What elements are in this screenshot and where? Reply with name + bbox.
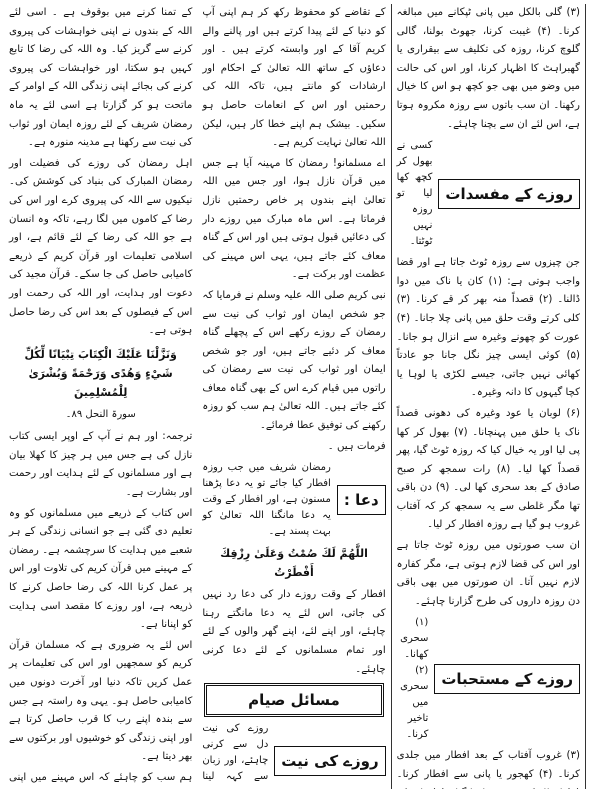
article-paragraph: اے مسلمانو! رمضان کا مہینہ آیا ہے جس میں قرآن نازل ہوا، اور جس میں اللہ تعالیٰ اپنے بندوں پر خاص رحمتیں نازل فرماتا ہے۔ اس ماہ مبارک میں روزے دار کی دعائیں قبول ہوتی ہیں اور اس کے گناہ معاف کئے جاتے ہیں، یہی اس مہینے کی عظمت اور برکت ہے۔	[202, 157, 386, 281]
quran-verse: وَنَزَّلْنَا عَلَيْكَ الْكِتَابَ تِبْيَانًا لِّكُلِّ شَيْءٍ وَهُدًى وَرَحْمَةً وَبُشْرَىٰ لِلْمُسْلِمِينَ	[24, 347, 177, 399]
section-lead-text: (۱) سحری کھانا۔ (۲) سحری میں تاخیر کرنا۔	[400, 617, 429, 741]
article-paragraph: کے تمنا کرنے میں بوقوف ہے ۔ اسی لئے اللہ کے بندوں نے اپنی خواہشات کی پیروی کرنے سے گریز کیا۔ وہ اللہ کی رضا کا تابع کہیں ہو سکتا، اور خواہشات کی پیروی کرنے کی بجائے اپنی زندگی اللہ کے اوامر کے ماتحت ہو کر گزارتا ہے اسی لئے یہ ماہ رمضان شریف کے لئے روزہ ایمان اور ثواب کی نیت سے رکھنا ہے مدینہ منورہ ہے۔	[9, 7, 193, 149]
article-paragraph: (۶) لوبان یا عود وغیرہ کی دھونی قصداً ناک یا حلق میں پہنچانا۔ (۷) بھول کر کھا پی لیا اور یہ خیال کیا کہ روزہ ٹوٹ گیا، پھر قصداً کھا لیا۔ (۸) رات سمجھ کر صبح صادق کے بعد سحری کھا لی۔ (۹) دن باقی تھا مگر غلطی سے یہ سمجھ کر کہ آفتاب غروب ہو گیا ہے روزہ افطار کر لیا۔	[396, 407, 580, 531]
article-paragraph: ترجمہ: اور ہم نے آپ کے اوپر ایسی کتاب نازل کی ہے جس میں ہر چیز کا کھلا بیان ہے اور مسلمانوں کے لئے ہدایت اور رحمت اور بشارت ہے۔	[9, 431, 193, 499]
article-paragraph: نبی کریم صلی اللہ علیہ وسلم نے فرمایا کہ جو شخص ایمان اور ثواب کی نیت سے رمضان کے روزے رکھے اس کے پچھلے گناہ معاف کر دئیے جاتے ہیں، اور جو شخص ایمان اور ثواب کی نیت سے رمضان کی راتوں میں قیام کرے اس کے بھی گناہ معاف کئے جاتے ہیں۔ اللہ تعالیٰ ہم سب کو روزہ رکھنے کی توفیق عطا فرمائے۔	[202, 289, 386, 432]
article-paragraph: (۳) گلی بالکل میں پانی ٹپکانے میں مبالغہ کرنا۔ (۴) غیبت کرنا، جھوٹ بولنا، گالی گلوچ کرنا، روزہ کی تکلیف سے بیقراری یا گھبراہٹ کا اظہار کرنا، اور اس کی حالت میں وضو میں بھی جو کچھ ہو اس کا خیال رکھنا۔ ان سب باتوں سے روزہ مکروہ ہوتا ہے، اس لئے ان سے بچنا چاہئے۔	[396, 7, 580, 130]
article-paragraph: (۳) غروب آفتاب کے بعد افطار میں جلدی کرنا۔ (۴) کھجور یا پانی سے افطار کرنا۔	[396, 750, 580, 781]
article-paragraph: افطار کے وقت روزے دار کی دعا رد نہیں کی جاتی، اس لئے یہ دعا مانگتے رہنا چاہئے، اور اپنے لئے، اپنے گھر والوں کے لئے اور تمام مسلمانوں کے لئے دعا کرنی چاہئے۔	[202, 589, 386, 675]
section-heading-row	[397, 615, 580, 743]
section-lead-text: رمضان شریف میں جب روزہ افطار کیا جائے تو یہ دعا پڑھنا مسنون ہے، اور افطار کے وقت یہ دعا مانگنا اللہ تعالیٰ کو بہت پسند ہے۔	[202, 462, 331, 538]
article-paragraph: فرمات ہیں ۔	[327, 440, 386, 452]
article-paragraph: اہل رمضان کی روزے کی فضیلت اور رمضان المبارک کی بنیاد کی کوشش کی۔ نیکیوں سے اللہ کی پیروی کرے اور اس کی رضا کے کاموں میں لگا رہے، تاکہ وہ انسان ہے جو اللہ کی رضا کے لئے قائم ہے، اور اسلامی تعلیمات اور قرآن کریم کے ذریعے کامیابی حاصل کی جا سکے۔ قرآن مجید کی دعوت اور ہدایت، اور اللہ کی رحمت اور اس کے فیصلوں کے بعد اس کی رضا حاصل ہوتی ہے۔	[9, 157, 193, 337]
article-paragraph: ہم سب کو چاہئے کہ اس مہینے میں اپنی	[9, 771, 193, 783]
section-heading: دعا :	[337, 485, 386, 515]
section-heading: روزے کے مستحبات	[434, 664, 580, 694]
section-heading-row	[202, 460, 385, 540]
section-heading-row	[202, 721, 385, 789]
column-right	[4, 4, 197, 789]
column-left	[392, 4, 586, 789]
section-heading: مسائل صیام	[204, 683, 383, 717]
verse-reference: سورۃ النحل ۸۹۔	[65, 408, 136, 420]
column-middle	[197, 4, 391, 789]
article-paragraph: جن چیزوں سے روزہ ٹوٹ جاتا ہے اور قضا واجب ہوتی ہے: (۱) کان یا ناک میں دوا ڈالنا۔ (۲) قصداً منہ بھر کر قے کرنا۔ (۳) کلی کرتے وقت حلق میں پانی چلا جانا۔ (۴) عورت کو چھونے وغیرہ سے انزال ہو جانا۔ (۵) کوئی ایسی چیز نگل جانا جو عادتاً کھائی نہیں جاتی، جیسے لکڑی یا لوہا یا کچا گیہوں کا دانہ وغیرہ۔	[396, 257, 580, 399]
quran-verse: اللَّهُمَّ لَكَ صُمْتُ وَعَلَىٰ رِزْقِكَ أَفْطَرْتُ	[220, 547, 368, 580]
section-lead-text: کسی نے بھول کر کچھ کھا لیا تو روزہ نہیں ٹوٹتا۔	[396, 140, 433, 248]
article-paragraph: اس لئے یہ ضروری ہے کہ مسلمان قرآن کریم کو سمجھیں اور اس کی تعلیمات پر عمل کریں تاکہ دنیا اور آخرت دونوں میں کامیابی حاصل ہو۔ یہی وہ راستہ ہے جس سے بندہ اپنے رب کا قرب حاصل کرتا ہے اور اپنی زندگی کو خوشیوں اور برکتوں سے بھر دیتا ہے۔	[9, 639, 193, 763]
section-heading-row	[397, 138, 580, 250]
section-heading: روزے کی نیت	[274, 746, 385, 776]
section-heading: روزے کے مفسدات	[438, 179, 580, 209]
section-lead-text: روزے کی نیت دل سے کرنی چاہئے، اور زبان سے کہہ لینا	[202, 723, 269, 783]
article-paragraph: کے تقاضے کو محفوظ رکھ کر ہم اپنی آپ کو دنیا کے لئے پیدا کرتے ہیں اور پالنے والے کریم آقا کے اور وابستہ کرتے ہیں ۔ اور دعاؤں کے ساتھ اللہ تعالیٰ کے احکام اور ارشادات کو مانتے ہیں، تاکہ اللہ کی رحمتیں اور اس کے انعامات حاصل ہو سکیں۔ بیشک ہم اپنے خطا کار ہیں، لیکن اللہ تعالیٰ نہایت کریم ہے۔	[202, 7, 386, 149]
article-paragraph: ان سب صورتوں میں روزہ ٹوٹ جاتا ہے اور اس کی قضا لازم ہوتی ہے، مگر کفارہ لازم نہیں آتا۔ ان صورتوں میں بھی باقی دن روزہ داروں کی طرح گزارنا چاہئے۔	[396, 540, 580, 607]
article-paragraph: اس کتاب کے ذریعے میں مسلمانوں کو وہ تعلیم دی گئی ہے جو انسانی زندگی کے ہر شعبے میں ہدایت کا سرچشمہ ہے۔ رمضان کے مہینے میں قرآن کریم کی تلاوت اور اس پر عمل کرنا اللہ کی رضا حاصل کرنے کا ذریعہ ہے، اور روزے کا مقصد اسی ہدایت کو اپنانا ہے۔	[9, 507, 193, 631]
